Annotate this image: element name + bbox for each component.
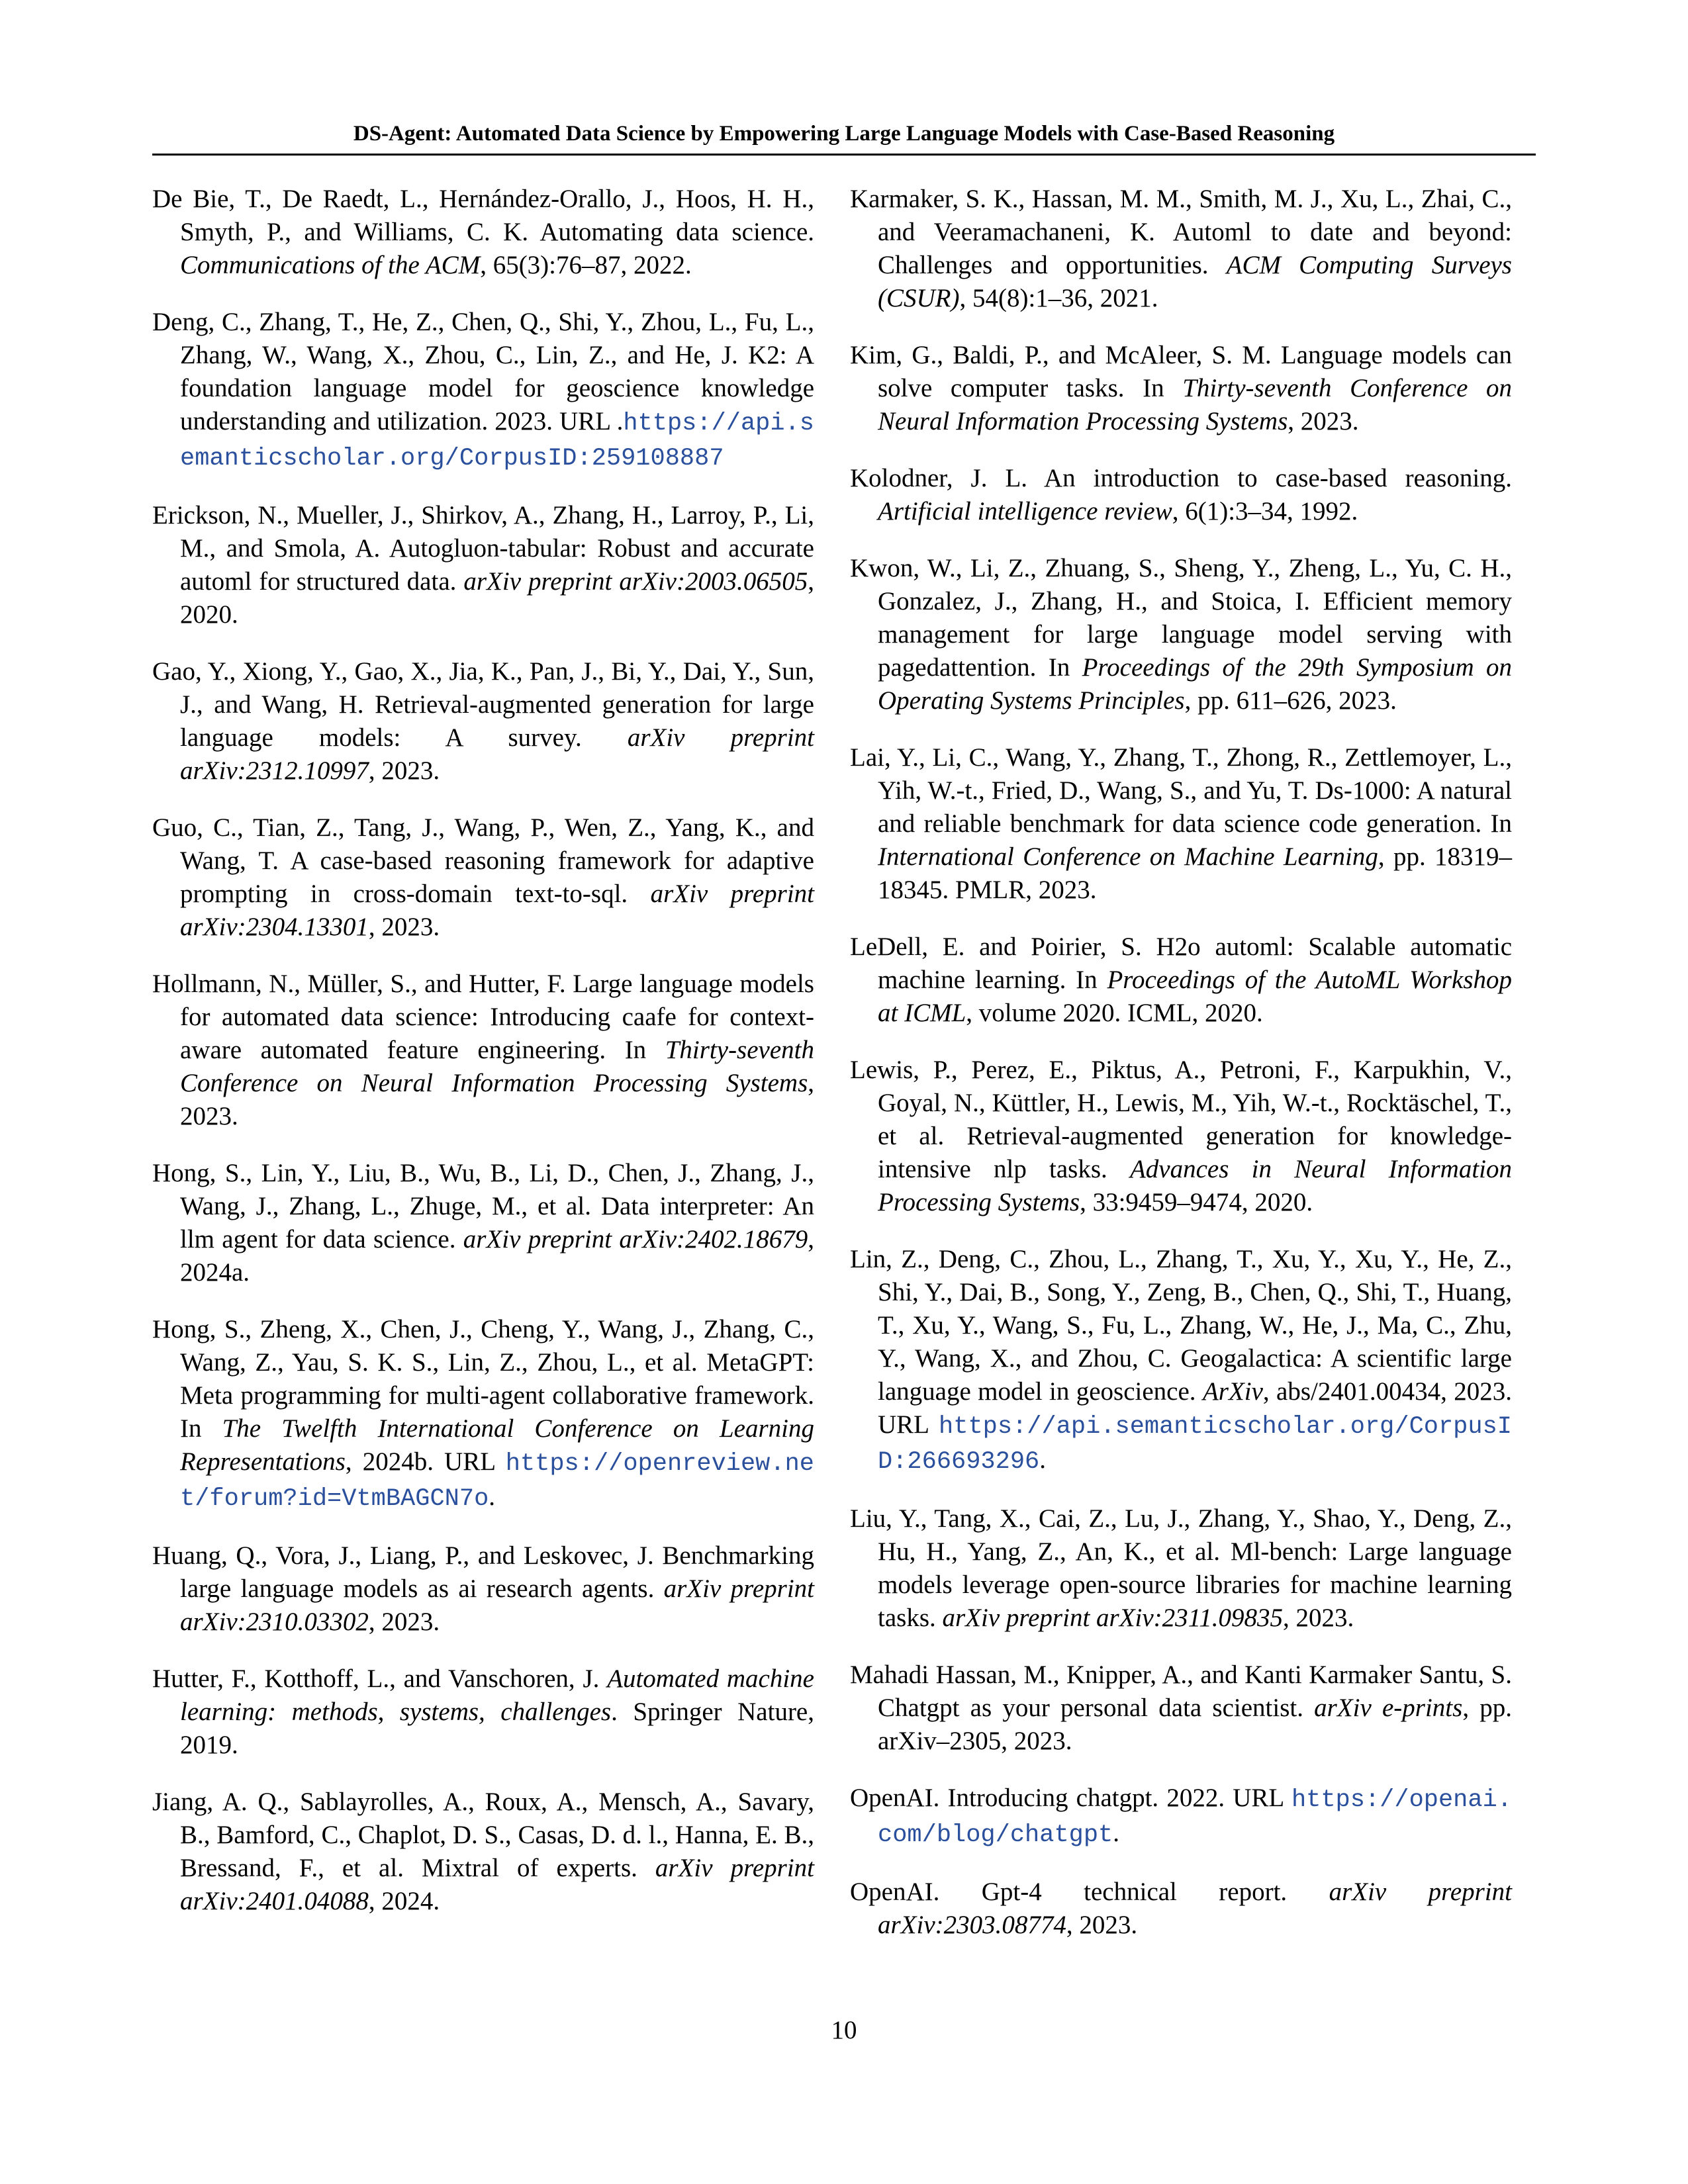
reference-venue: Proceedings of the 29th Symposium on Operating Systems Principles — [878, 653, 1512, 715]
reference-text: Deng, C., Zhang, T., He, Z., Chen, Q., Shi, Y., Zhou, L., Fu, L., Zhang, W., Wang, X., Zhou, C., Lin, Z., and He, J. K2: A foundation language model for geoscience knowledge understanding and utilization. 2023. URL — [152, 308, 814, 435]
reference-tail: , 65(3):76–87, 2022. — [480, 251, 692, 279]
reference-tail: , 2024b. URL — [345, 1447, 506, 1476]
reference-venue: arXiv preprint arXiv:2402.18679 — [463, 1225, 808, 1253]
reference-tail: , 2024. — [368, 1887, 440, 1915]
reference-url-link[interactable]: https://api.semanticscholar.org/CorpusID:259108887 — [180, 410, 814, 473]
reference-text: Karmaker, S. K., Hassan, M. M., Smith, M. J., Xu, L., Zhai, C., and Veeramachaneni, K. Automl to date and beyond: Challenges and opportunities. — [850, 185, 1512, 279]
reference-tail: , 2023. — [368, 1608, 440, 1636]
reference-tail: . — [616, 407, 624, 435]
reference-text: Huang, Q., Vora, J., Liang, P., and Leskovec, J. Benchmarking large language models as ai research agents. — [152, 1541, 814, 1603]
reference-tail: , 2023. — [368, 756, 440, 785]
reference-tail: , 54(8):1–36, 2021. — [959, 284, 1158, 312]
reference-text: Hong, S., Zheng, X., Chen, J., Cheng, Y., Wang, J., Zhang, C., Wang, Z., Yau, S. K. S., Lin, Z., Zhou, L., et al. MetaGPT: Meta programming for multi-agent collaborative framework. In — [152, 1315, 814, 1443]
reference-tail: , 2023. — [368, 913, 440, 941]
reference-venue: Thirty-seventh Conference on Neural Information Processing Systems — [878, 374, 1512, 435]
reference-entry — [152, 183, 814, 282]
reference-text: Guo, C., Tian, Z., Tang, J., Wang, P., Wen, Z., Yang, K., and Wang, T. A case-based reasoning framework for adaptive prompting in cross-domain text-to-sql. — [152, 813, 814, 908]
reference-venue: arXiv e-prints — [1314, 1694, 1463, 1722]
reference-text: Liu, Y., Tang, X., Cai, Z., Lu, J., Zhang, Y., Shao, Y., Deng, Z., Hu, H., Yang, Z., An, K., et al. Ml-bench: Large language models leverage open-source libraries for machine learning tasks. — [850, 1504, 1512, 1632]
reference-text: Hong, S., Lin, Y., Liu, B., Wu, B., Li, D., Chen, J., Zhang, J., Wang, J., Zhang, L., Zhuge, M., et al. Data interpreter: An llm agent for data science. — [152, 1159, 814, 1253]
reference-entry — [152, 1786, 814, 1918]
references-left-column — [152, 183, 814, 1942]
reference-tail: , pp. 18319–18345. PMLR, 2023. — [878, 842, 1513, 904]
reference-entry — [152, 655, 814, 788]
reference-tail: , volume 2020. ICML, 2020. — [966, 999, 1263, 1027]
reference-venue: Advances in Neural Information Processing Systems — [878, 1155, 1513, 1216]
reference-entry — [850, 1054, 1512, 1219]
reference-tail: . — [1113, 1819, 1120, 1847]
reference-venue: International Conference on Machine Learning — [878, 842, 1378, 871]
reference-entry — [152, 1539, 814, 1639]
reference-text: Kim, G., Baldi, P., and McAleer, S. M. Language models can solve computer tasks. In — [850, 341, 1512, 402]
reference-entry — [152, 811, 814, 944]
reference-venue: ArXiv — [1202, 1377, 1263, 1406]
reference-text: Hollmann, N., Müller, S., and Hutter, F. Large language models for automated data science: Introducing caafe for context-aware automated feature engineering. In — [152, 970, 814, 1064]
reference-venue: arXiv preprint arXiv:2401.04088 — [180, 1854, 814, 1915]
reference-text: Kwon, W., Li, Z., Zhuang, S., Sheng, Y., Zheng, L., Yu, C. H., Gonzalez, J., Zhang, H., and Stoica, I. Efficient memory management for large language model serving with pagedattention. In — [850, 554, 1512, 682]
reference-tail: . Springer Nature, 2019. — [180, 1698, 814, 1759]
reference-entry — [850, 1782, 1512, 1852]
reference-tail: , pp. arXiv–2305, 2023. — [878, 1694, 1513, 1755]
reference-tail: . — [489, 1482, 496, 1511]
reference-venue: arXiv preprint arXiv:2304.13301 — [180, 880, 814, 941]
reference-text: Lewis, P., Perez, E., Piktus, A., Petroni, F., Karpukhin, V., Goyal, N., Küttler, H., Lewis, M., Yih, W.-t., Rocktäschel, T., et al. Retrieval-augmented generation for knowledge-intensive nlp tasks. — [850, 1056, 1512, 1183]
reference-text: Kolodner, J. L. An introduction to case-based reasoning. — [850, 464, 1512, 492]
reference-text: Mahadi Hassan, M., Knipper, A., and Kanti Karmaker Santu, S. Chatgpt as your personal data scientist. — [850, 1661, 1512, 1722]
reference-entry — [152, 306, 814, 475]
reference-venue: arXiv preprint arXiv:2311.09835 — [942, 1604, 1284, 1632]
reference-tail: , 33:9459–9474, 2020. — [1080, 1188, 1313, 1216]
reference-tail: . — [1039, 1445, 1046, 1474]
reference-entry — [850, 1502, 1512, 1635]
reference-entry — [850, 552, 1512, 717]
reference-entry — [152, 1662, 814, 1762]
reference-text: Erickson, N., Mueller, J., Shirkov, A., Zhang, H., Larroy, P., Li, M., and Smola, A. Autogluon-tabular: Robust and accurate automl for structured data. — [152, 501, 814, 596]
reference-venue: arXiv preprint arXiv:2312.10997 — [180, 723, 814, 785]
reference-venue: Artificial intelligence review — [878, 497, 1172, 525]
reference-venue: Thirty-seventh Conference on Neural Information Processing Systems — [180, 1036, 814, 1097]
running-header: DS-Agent: Automated Data Science by Empowering Large Language Models with Case-Based Reasoning — [353, 122, 1335, 146]
header-rule — [152, 154, 1536, 156]
reference-tail: , 2024a. — [180, 1225, 814, 1287]
reference-entry — [850, 462, 1512, 528]
reference-text: LeDell, E. and Poirier, S. H2o automl: Scalable automatic machine learning. In — [850, 933, 1512, 994]
reference-venue: Proceedings of the AutoML Workshop at ICML — [878, 966, 1512, 1027]
reference-entry — [152, 968, 814, 1133]
reference-entry — [152, 499, 814, 631]
reference-entry — [850, 339, 1512, 438]
reference-text: Jiang, A. Q., Sablayrolles, A., Roux, A., Mensch, A., Savary, B., Bamford, C., Chaplot, D. S., Casas, D. d. l., Hanna, E. B., Bressand, F., et al. Mixtral of experts. — [152, 1788, 814, 1882]
reference-text: De Bie, T., De Raedt, L., Hernández-Orallo, J., Hoos, H. H., Smyth, P., and Williams, C. K. Automating data science. — [152, 185, 814, 246]
reference-entry — [850, 183, 1512, 315]
reference-tail: , 2023. — [180, 1069, 814, 1130]
reference-tail: , 2023. — [1066, 1911, 1138, 1939]
reference-text: Gao, Y., Xiong, Y., Gao, X., Jia, K., Pan, J., Bi, Y., Dai, Y., Sun, J., and Wang, H. Retrieval-augmented generation for large language models: A survey. — [152, 657, 814, 752]
reference-url-link[interactable]: https://openreview.net/forum?id=VtmBAGCN7o — [180, 1450, 814, 1513]
reference-venue: Automated machine learning: methods, systems, challenges — [180, 1664, 814, 1726]
reference-text: Lin, Z., Deng, C., Zhou, L., Zhang, T., Xu, Y., Xu, Y., He, Z., Shi, Y., Dai, B., Song, Y., Zeng, B., Chen, Q., Shi, T., Huang, T., Xu, Y., Wang, S., Fu, L., Zhang, W., He, J., Ma, C., Zhu, Y., Wang, X., and Zhou, C. Geogalactica: A scientific large language model in geoscience. — [850, 1245, 1512, 1406]
reference-entry — [850, 1659, 1512, 1758]
references-right-column — [850, 183, 1512, 1966]
reference-venue: Communications of the ACM — [180, 251, 481, 279]
reference-entry — [152, 1313, 814, 1516]
reference-entry — [850, 931, 1512, 1030]
reference-tail: , pp. 611–626, 2023. — [1184, 686, 1397, 715]
reference-tail: , 2023. — [1288, 407, 1359, 435]
reference-venue: arXiv preprint arXiv:2310.03302 — [180, 1574, 814, 1636]
reference-url-link[interactable]: https://openai.com/blog/chatgpt — [878, 1786, 1512, 1849]
reference-entry — [152, 1157, 814, 1289]
reference-tail: , 2020. — [180, 567, 814, 629]
reference-tail: , 6(1):3–34, 1992. — [1172, 497, 1358, 525]
reference-venue: arXiv preprint arXiv:2303.08774 — [878, 1878, 1512, 1939]
reference-url-link[interactable]: https://api.semanticscholar.org/CorpusID:266693296 — [878, 1413, 1512, 1476]
reference-text: OpenAI. Gpt-4 technical report. — [850, 1878, 1329, 1906]
reference-entry — [850, 1876, 1512, 1942]
reference-entry — [850, 1243, 1512, 1479]
reference-venue: arXiv preprint arXiv:2003.06505 — [463, 567, 808, 596]
reference-tail: , abs/2401.00434, 2023. URL — [878, 1377, 1512, 1439]
reference-venue: ACM Computing Surveys (CSUR) — [878, 251, 1512, 312]
reference-tail: , 2023. — [1283, 1604, 1354, 1632]
reference-text: OpenAI. Introducing chatgpt. 2022. URL — [850, 1784, 1291, 1812]
reference-text: Lai, Y., Li, C., Wang, Y., Zhang, T., Zhong, R., Zettlemoyer, L., Yih, W.-t., Fried, D., Wang, S., and Yu, T. Ds-1000: A natural and reliable benchmark for data science code generation. In — [850, 743, 1512, 838]
reference-text: Hutter, F., Kotthoff, L., and Vanschoren, J. — [152, 1664, 608, 1693]
page-number: 10 — [831, 2016, 857, 2044]
reference-venue: The Twelfth International Conference on Learning Representations — [180, 1414, 814, 1476]
reference-entry — [850, 741, 1512, 907]
